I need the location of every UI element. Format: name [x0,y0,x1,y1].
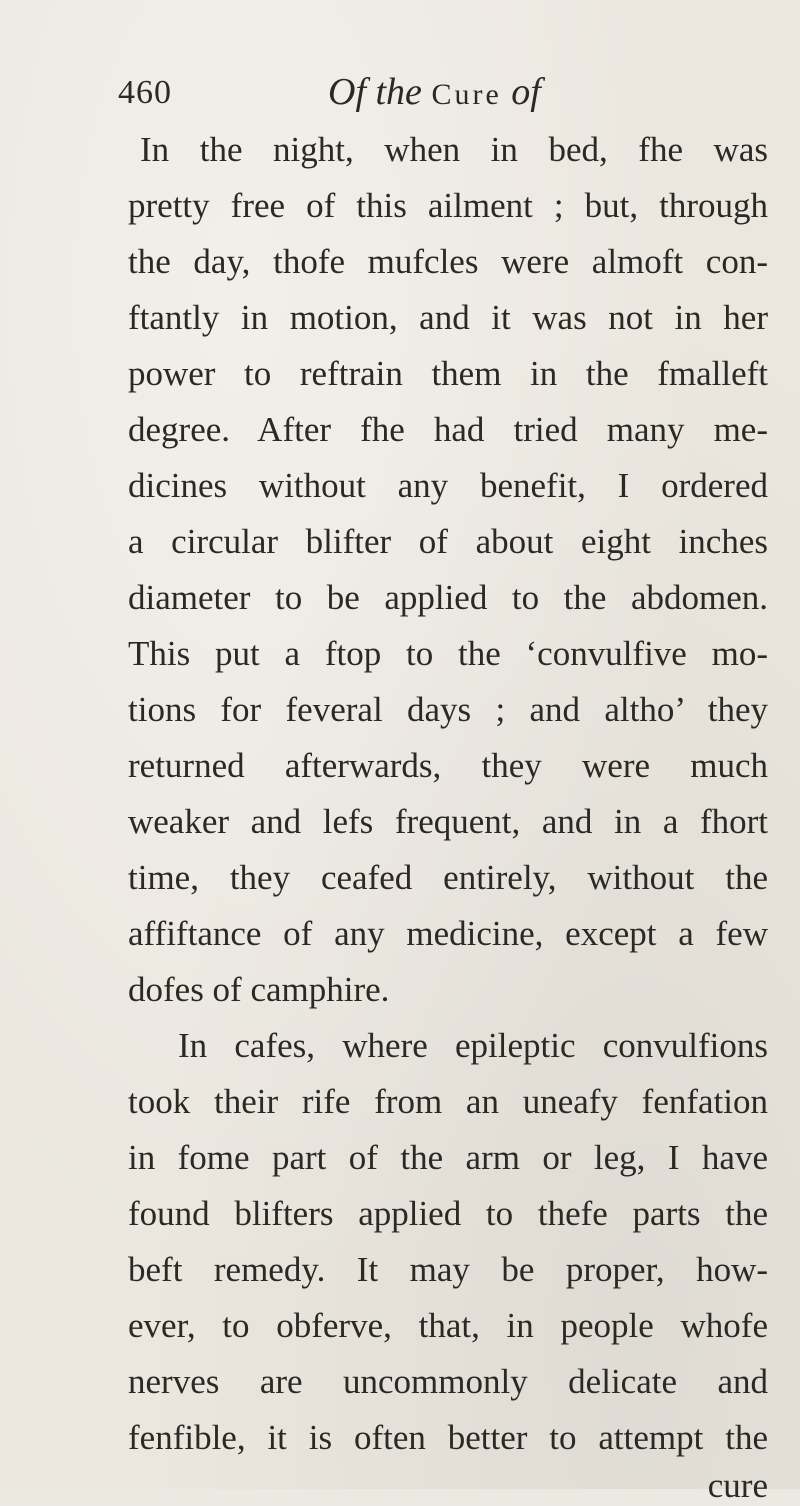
text-line: power to reftrain them in the fmalleft [128,354,768,393]
text-line: weaker and lefs frequent, and in a fhort [128,802,768,841]
running-head [118,66,758,122]
text-line: fenfible, it is often better to attempt the [128,1418,768,1457]
text-line: the day, thofe mufcles were almoft con- [128,242,768,281]
text-line: dofes of camphire. [128,970,390,1009]
text-line: degree. After fhe had tried many me- [128,410,768,449]
catchword: cure [707,1466,768,1505]
text-line: a circular blifter of about eight inches [128,522,768,561]
text-line: This put a ftop to the ‘convulfive mo- [128,634,768,673]
text-line: beft remedy. It may be proper, how- [128,1250,768,1289]
running-title-smallcaps: Cure [431,78,502,111]
text-line: tions for feveral days ; and altho’ they [128,690,768,729]
running-title-italic-2: of [511,71,541,113]
running-title [328,70,541,114]
text-line: dicines without any benefit, I ordered [128,466,768,505]
text-line: ftantly in motion, and it was not in her [128,298,768,337]
text-line: found blifters applied to thefe parts the [128,1194,768,1233]
text-line: diameter to be applied to the abdomen. [128,578,768,617]
text-line: ever, to obferve, that, in people whofe [128,1306,768,1345]
text-line: in fome part of the arm or leg, I have [128,1138,768,1177]
text-line: In the night, when in bed, fhe was [140,130,768,169]
text-line: nerves are uncommonly delicate and [128,1362,768,1401]
text-line: took their rife from an uneafy fenfation [128,1082,768,1121]
text-line: affiftance of any medicine, except a few [128,914,768,953]
text-line: pretty free of this ailment ; but, through [128,186,768,225]
text-line: In cafes, where epileptic convulfions [178,1026,768,1065]
text-line: returned afterwards, they were much [128,746,768,785]
text-line: time, they ceafed entirely, without the [128,858,768,897]
running-title-italic-1: Of the [328,71,422,113]
page-number: 460 [118,74,172,111]
